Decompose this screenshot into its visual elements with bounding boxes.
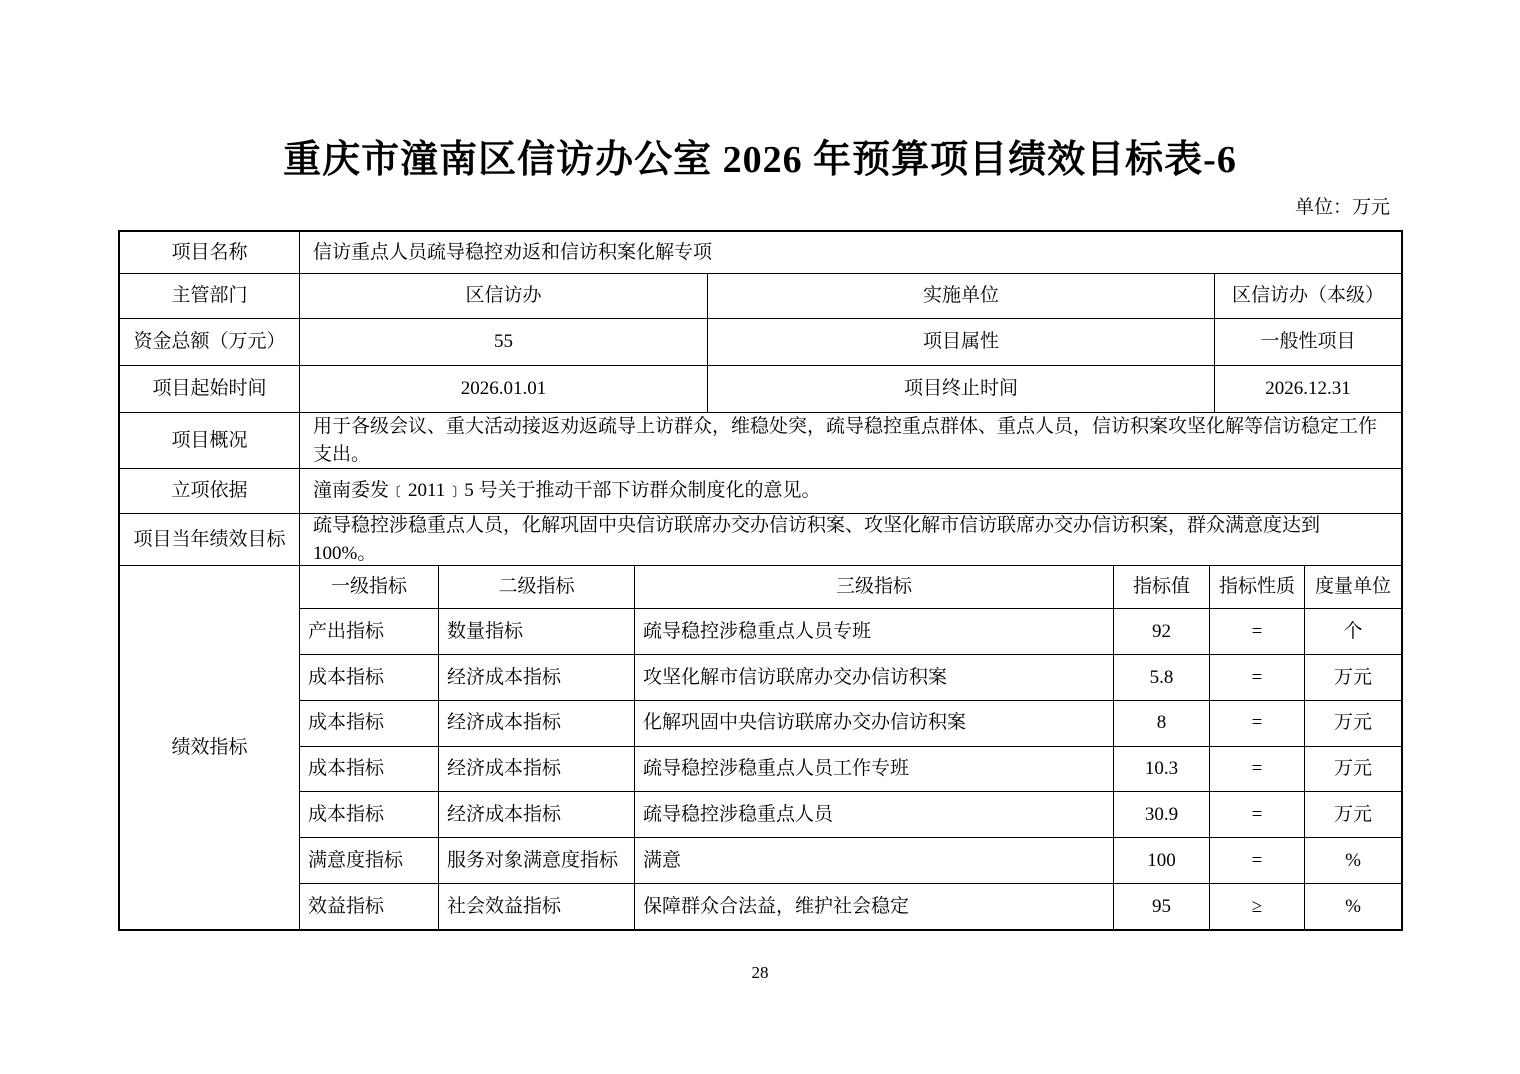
performance-grid [300,566,1401,929]
level2-cell: 经济成本指标 [439,792,635,837]
nature-cell: = [1210,838,1305,883]
info-row-dates [120,366,1401,413]
value-cell: 100 [1114,838,1210,883]
basis-value: 潼南委发﹝2011﹞5 号关于推动干部下访群众制度化的意见。 [313,480,821,502]
header-level2: 二级指标 [439,566,635,608]
value-cell: 30.9 [1114,792,1210,837]
value-cell: 8 [1114,701,1210,746]
performance-row [300,655,1401,701]
value-cell: 92 [1114,609,1210,654]
info-row-departments [120,274,1401,319]
row-label: 项目概况 [120,413,300,468]
supervising-dept-value: 区信访办 [300,274,708,318]
performance-row [300,747,1401,793]
end-date-value: 2026.12.31 [1265,378,1351,400]
info-row-funds [120,319,1401,366]
header-unit: 度量单位 [1314,576,1391,598]
nature-cell: = [1210,701,1305,746]
header-value: 指标值 [1114,566,1210,608]
nature-cell: = [1210,609,1305,654]
annual-goal-value: 疏导稳控涉稳重点人员，化解巩固中央信访联席办交办信访积案、攻坚化解市信访联席办交办信访积案，群众满意度达到 100%。 [313,514,1321,564]
page-title: 重庆市潼南区信访办公室 2026 年预算项目绩效目标表-6 [283,139,1237,181]
unit-cell: 万元 [1333,804,1372,826]
unit-cell: % [1345,849,1361,871]
end-date-label: 项目终止时间 [708,366,1215,412]
implementing-unit-value: 区信访办（本级） [1231,285,1384,307]
nature-cell: ≥ [1210,884,1305,929]
implementing-unit-label: 实施单位 [708,274,1215,318]
level3-cell: 疏导稳控涉稳重点人员工作专班 [635,747,1114,792]
value-cell: 10.3 [1114,747,1210,792]
info-row-annual-goal [120,514,1401,566]
info-row-basis [120,469,1401,514]
value-cell: 5.8 [1114,655,1210,700]
level2-cell: 社会效益指标 [439,884,635,929]
performance-row [300,838,1401,884]
info-row-project-name [120,232,1401,274]
info-row-overview [120,413,1401,469]
performance-header-row [300,566,1401,609]
project-name-value: 信访重点人员疏导稳控劝返和信访积案化解专项 [313,241,713,263]
header-nature: 指标性质 [1210,566,1305,608]
level2-cell: 服务对象满意度指标 [439,838,635,883]
value-cell: 95 [1114,884,1210,929]
performance-row [300,609,1401,655]
level1-cell: 效益指标 [300,884,439,929]
header-level1: 一级指标 [300,566,439,608]
performance-section [120,566,1401,929]
level2-cell: 经济成本指标 [439,701,635,746]
performance-row [300,884,1401,929]
level1-cell: 产出指标 [300,609,439,654]
level3-cell: 疏导稳控涉稳重点人员 [635,792,1114,837]
project-attribute-label: 项目属性 [708,319,1215,365]
level1-cell: 成本指标 [300,655,439,700]
level3-cell: 化解巩固中央信访联席办交办信访积案 [635,701,1114,746]
level1-cell: 满意度指标 [300,838,439,883]
level2-cell: 数量指标 [439,609,635,654]
level3-cell: 保障群众合法益，维护社会稳定 [635,884,1114,929]
level2-cell: 经济成本指标 [439,655,635,700]
row-label: 项目起始时间 [120,366,300,412]
level1-cell: 成本指标 [300,792,439,837]
nature-cell: = [1210,655,1305,700]
project-attribute-value: 一般性项目 [1260,331,1356,353]
overview-value: 用于各级会议、重大活动接返劝返疏导上访群众，维稳处突，疏导稳控重点群体、重点人员，信访积案攻坚化解等信访稳定工作支出。 [313,415,1378,465]
level3-cell: 疏导稳控涉稳重点人员专班 [635,609,1114,654]
unit-cell: 万元 [1333,666,1372,688]
budget-table [118,230,1403,931]
header-level3: 三级指标 [635,566,1114,608]
row-label: 项目当年绩效目标 [120,514,300,565]
unit-cell: 个 [1343,620,1363,642]
row-label: 主管部门 [120,274,300,318]
unit-cell: % [1345,895,1361,917]
total-funds-value: 55 [300,319,708,365]
performance-row-label: 绩效指标 [120,566,300,929]
row-label: 项目名称 [120,232,300,273]
row-label: 立项依据 [120,469,300,513]
unit-cell: 万元 [1333,712,1372,734]
nature-cell: = [1210,747,1305,792]
level3-cell: 满意 [635,838,1114,883]
nature-cell: = [1210,792,1305,837]
unit-cell: 万元 [1333,758,1372,780]
level1-cell: 成本指标 [300,747,439,792]
row-label: 资金总额（万元） [120,319,300,365]
performance-row [300,701,1401,747]
start-date-value: 2026.01.01 [300,366,708,412]
unit-note: 单位：万元 [1294,197,1390,218]
page-number: 28 [751,963,769,982]
level3-cell: 攻坚化解市信访联席办交办信访积案 [635,655,1114,700]
level2-cell: 经济成本指标 [439,747,635,792]
level1-cell: 成本指标 [300,701,439,746]
performance-row [300,792,1401,838]
